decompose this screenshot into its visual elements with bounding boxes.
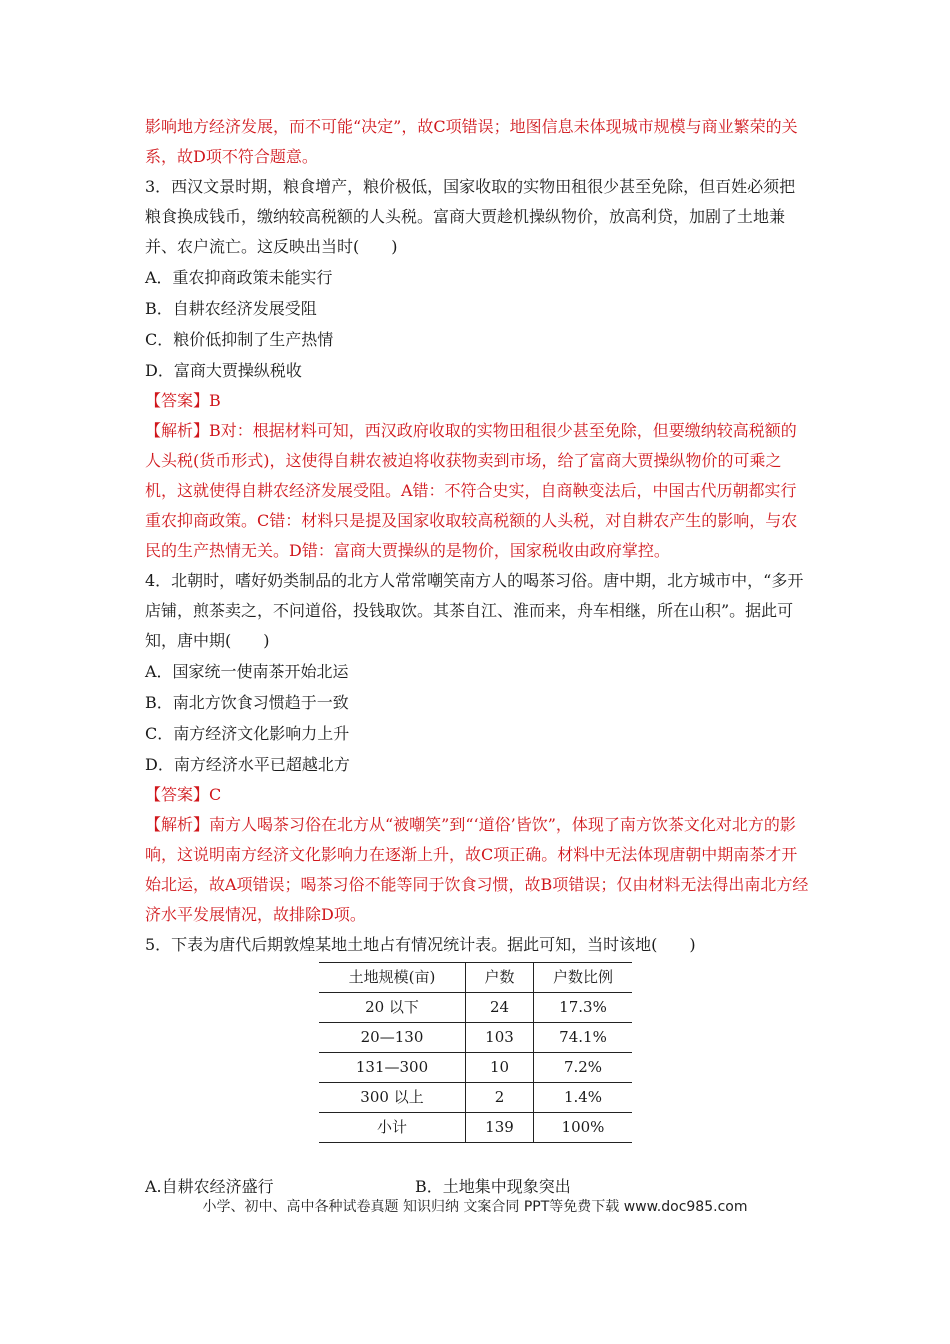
question-stem: 5．下表为唐代后期敦煌某地土地占有情况统计表。据此可知，当时该地( ) <box>145 935 696 954</box>
table-row <box>319 1083 632 1113</box>
option-b: B．土地集中现象突出 <box>415 1177 571 1196</box>
land-statistics-table <box>319 962 632 1143</box>
question-4 <box>145 566 810 930</box>
cell-households: 2 <box>466 1083 534 1113</box>
cell-ratio: 17.3% <box>534 993 633 1023</box>
header-ratio: 户数比例 <box>534 963 633 993</box>
answer-label: 【答案】B <box>145 391 221 410</box>
cell-households: 10 <box>466 1053 534 1083</box>
cell-ratio: 100% <box>534 1113 633 1143</box>
cell-land-scale: 131—300 <box>319 1053 466 1083</box>
option-d: D．南方经济水平已超越北方 <box>145 755 350 774</box>
option-c: C．南方经济文化影响力上升 <box>145 724 350 743</box>
header-households: 户数 <box>466 963 534 993</box>
analysis-text: 【解析】B对：根据材料可知，西汉政府收取的实物田租很少甚至免除，但要缴纳较高税额的人头税(货币形式)，这使得自耕农被迫将收获物卖到市场，给了富商大贾操纵物价的可乘之机，这就使得自耕农经济发展受阻。A错：不符合史实，自商鞅变法后，中国古代历朝都实行重农抑商政策。C错：材料只是提及国家收取较高税额的人头税，对自耕农产生的影响，与农民的生产热情无关。D错：富商大贾操纵的是物价，国家税收由政府掌控。 <box>145 421 798 560</box>
answer-label: 【答案】C <box>145 785 222 804</box>
table-row <box>319 993 632 1023</box>
table-header-row <box>319 963 632 993</box>
cell-ratio: 74.1% <box>534 1023 633 1053</box>
question-stem: 4．北朝时，嗜好奶类制品的北方人常常嘲笑南方人的喝茶习俗。唐中期，北方城市中，“多开店铺，煎茶卖之，不问道俗，投钱取饮。其茶自江、淮而来，舟车相继，所在山积”。据此可知，唐中期( ) <box>145 571 804 650</box>
question-stem: 3．西汉文景时期，粮食增产，粮价极低，国家收取的实物田租很少甚至免除，但百姓必须把粮食换成钱币，缴纳较高税额的人头税。富商大贾趁机操纵物价，放高利贷，加剧了土地兼并、农户流亡。这反映出当时( ) <box>145 177 796 256</box>
option-a: A．重农抑商政策未能实行 <box>145 268 333 287</box>
intro-analysis: 影响地方经济发展，而不可能“决定”，故C项错误；地图信息未体现城市规模与商业繁荣的关系，故D项不符合题意。 <box>145 117 798 166</box>
cell-households: 24 <box>466 993 534 1023</box>
question-3 <box>145 172 810 566</box>
table-row <box>319 1023 632 1053</box>
document-body <box>145 112 810 1143</box>
analysis-text: 【解析】南方人喝茶习俗在北方从“被嘲笑”到“‘道俗’皆饮”，体现了南方饮茶文化对北方的影响，这说明南方经济文化影响力在逐渐上升，故C项正确。材料中无法体现唐朝中期南茶才开始北运，故A项错误；喝茶习俗不能等同于饮食习惯，故B项错误；仅由材料无法得出南北方经济水平发展情况，故排除D项。 <box>145 815 809 924</box>
cell-land-scale: 小计 <box>319 1113 466 1143</box>
option-b: B．自耕农经济发展受阻 <box>145 299 317 318</box>
question-5 <box>145 930 810 1143</box>
cell-land-scale: 20—130 <box>319 1023 466 1053</box>
header-land-scale: 土地规模(亩) <box>319 963 466 993</box>
option-a: A．国家统一使南茶开始北运 <box>145 662 349 681</box>
cell-ratio: 7.2% <box>534 1053 633 1083</box>
cell-ratio: 1.4% <box>534 1083 633 1113</box>
option-c: C．粮价低抑制了生产热情 <box>145 330 334 349</box>
table-row <box>319 1053 632 1083</box>
option-d: D．富商大贾操纵税收 <box>145 361 302 380</box>
cell-households: 139 <box>466 1113 534 1143</box>
cell-land-scale: 300 以上 <box>319 1083 466 1113</box>
table-row-subtotal <box>319 1113 632 1143</box>
cell-land-scale: 20 以下 <box>319 993 466 1023</box>
option-a: A.自耕农经济盛行 <box>145 1177 274 1196</box>
cell-households: 103 <box>466 1023 534 1053</box>
footer-banner: 小学、初中、高中各种试卷真题 知识归纳 文案合同 PPT等免费下载 www.doc985.com <box>202 1199 748 1215</box>
option-b: B．南北方饮食习惯趋于一致 <box>145 693 349 712</box>
